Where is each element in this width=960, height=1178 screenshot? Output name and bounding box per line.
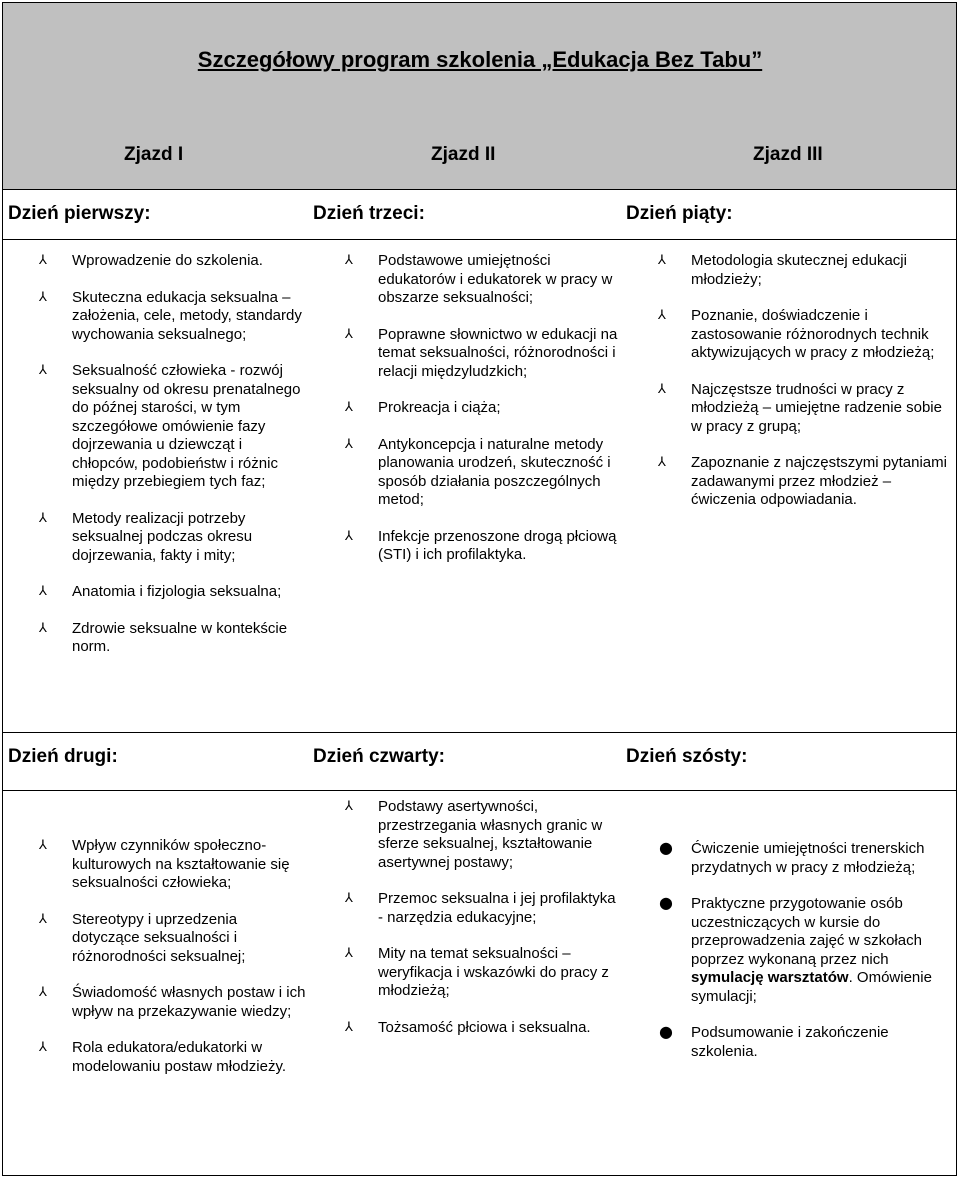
day-1-heading: Dzień pierwszy: [8,203,151,224]
day-5-column [659,252,951,528]
bullet-icon: ⅄ [658,308,666,323]
divider [2,189,957,190]
bullet-icon: ⅄ [658,253,666,268]
emphasis-text: symulację warsztatów [691,969,849,986]
list-item: ⅄ Skuteczna edukacja seksualna – założenia, cele, metody, standardy wychowania seksualnego; [39,288,302,343]
day-3-column [346,252,624,583]
bullet-icon: ⅄ [345,326,353,342]
list-item: ⅄ Prokreacja i ciąża; [345,399,501,416]
bullet-icon: ⅄ [39,838,47,853]
bullet-icon: ⅄ [345,891,353,906]
document-title: Szczegółowy program szkolenia „Edukacja Bez Tabu” [197,47,763,72]
bullet-icon: ⅄ [39,253,47,268]
list-item: ⅄ Stereotypy i uprzedzenia dotyczące seksualności i różnorodności seksualnej; [39,910,246,965]
divider [2,790,957,791]
list-item: ⅄ Przemoc seksualna i jej profilaktyka - narzędzia edukacyjne; [345,890,616,926]
day-1-list [40,252,302,657]
bullet-icon: ⅄ [39,289,47,305]
list-item: ⅄ Anatomia i fizjologia seksualna; [39,583,282,600]
list-item: ⅄ Zdrowie seksualne w kontekście norm. [39,619,288,655]
zjazd-1-heading: Zjazd I [124,144,184,165]
list-item: ⅄ Infekcje przenoszone drogą płciową (STI) i ich profilaktyka. [345,527,617,563]
day-1-column [40,252,302,675]
list-item: ⅄ Zapoznanie z najczęstszymi pytaniami zadawanymi przez młodzież – ćwiczenia odpowiadania. [658,454,947,508]
list-item: ⅄ Metody realizacji potrzeby seksualnej podczas okresu dojrzewania, fakty i mity; [39,509,253,564]
list-item: ⅄ Poznanie, doświadczenie i zastosowanie różnorodnych technik aktywizujących w pracy z młodzieżą; [658,307,935,361]
bullet-icon: ⅄ [345,1019,353,1035]
day-2-list [40,837,308,1076]
day-2-column [40,837,308,1094]
list-item: ⅄ Wpływ czynników społeczno-kulturowych na kształtowanie się seksualności człowieka; [39,837,290,891]
bullet-icon: ⅄ [39,510,47,526]
day-6-list [659,840,951,1061]
bullet-icon: ⅄ [345,253,353,268]
bullet-icon: ⅄ [39,620,47,636]
zjazd-2-heading: Zjazd II [431,144,496,165]
divider [2,239,957,240]
list-item: ⅄ Seksualność człowieka - rozwój seksualny od okresu prenatalnego do późnej starości, w tym szczegółowe omówienie fazy dojrzewania u dziewcząt i chłopców, podobieństw i różnic między przebiegiem tych faz; [39,362,301,490]
list-item: ⅄ Antykoncepcja i naturalne metody planowania urodzeń, skuteczność i sposób działania poszczególnych metod; [345,435,611,508]
list-item: ⅄ Podstawy asertywności, przestrzegania własnych granic w sferze seksualnej, kształtowanie asertywnej postawy; [345,798,603,871]
bullet-icon: ⅄ [39,1040,47,1055]
bullet-icon: ⅄ [39,985,47,1000]
bullet-icon: ⅄ [658,381,666,397]
day-6-heading: Dzień szósty: [626,746,748,767]
bullet-icon: ⅄ [345,436,353,452]
list-item: ⅄ Poprawne słownictwo w edukacji na temat seksualności, różnorodności i relacji międzyludzkich; [345,325,618,380]
list-item: ⅄ Tożsamość płciowa i seksualna. [345,1018,591,1036]
list-item: ⅄ Wprowadzenie do szkolenia. [39,252,263,269]
list-item: ● Praktyczne przygotowanie osób uczestniczących w kursie do przeprowadzenia zajęć w szkołach poprzez wykonaną przez nich symulację warsztatów. Omówienie symulacji; [659,893,932,1005]
bullet-icon: ⅄ [345,946,353,961]
zjazd-3-heading: Zjazd III [753,144,823,165]
list-item: ⅄ Rola edukatora/edukatorki w modelowaniu postaw młodzieży. [39,1039,286,1075]
day-5-list [659,252,951,510]
dot-bullet-icon: ● [659,1022,673,1041]
day-4-list [346,798,624,1037]
dot-bullet-icon: ● [659,893,673,912]
day-3-heading: Dzień trzeci: [313,203,425,224]
day-6-column [659,840,951,1079]
day-3-list [346,252,624,565]
bullet-icon: ⅄ [39,911,47,927]
bullet-icon: ⅄ [39,584,47,599]
list-item: ● Podsumowanie i zakończenie szkolenia. [659,1022,889,1060]
day-2-heading: Dzień drugi: [8,746,118,767]
list-item: ● Ćwiczenie umiejętności trenerskich przydatnych w pracy z młodzieżą; [659,838,925,876]
list-item: ⅄ Świadomość własnych postaw i ich wpływ na przekazywanie wiedzy; [39,984,306,1020]
divider [2,732,957,733]
bullet-icon: ⅄ [658,455,666,470]
day-5-heading: Dzień piąty: [626,203,733,224]
list-item: ⅄ Najczęstsze trudności w pracy z młodzieżą – umiejętne radzenie sobie w pracy z grupą; [658,380,942,435]
list-item: ⅄ Podstawowe umiejętności edukatorów i edukatorek w pracy w obszarze seksualności; [345,252,613,306]
bullet-icon: ⅄ [345,400,353,415]
bullet-icon: ⅄ [39,363,47,378]
day-4-column [346,798,624,1055]
dot-bullet-icon: ● [659,838,673,857]
list-item: ⅄ Mity na temat seksualności – weryfikacja i wskazówki do pracy z młodzieżą; [345,945,609,999]
bullet-icon: ⅄ [345,799,353,814]
list-item: ⅄ Metodologia skutecznej edukacji młodzieży; [658,252,907,288]
bullet-icon: ⅄ [345,528,353,544]
day-4-heading: Dzień czwarty: [313,746,445,767]
